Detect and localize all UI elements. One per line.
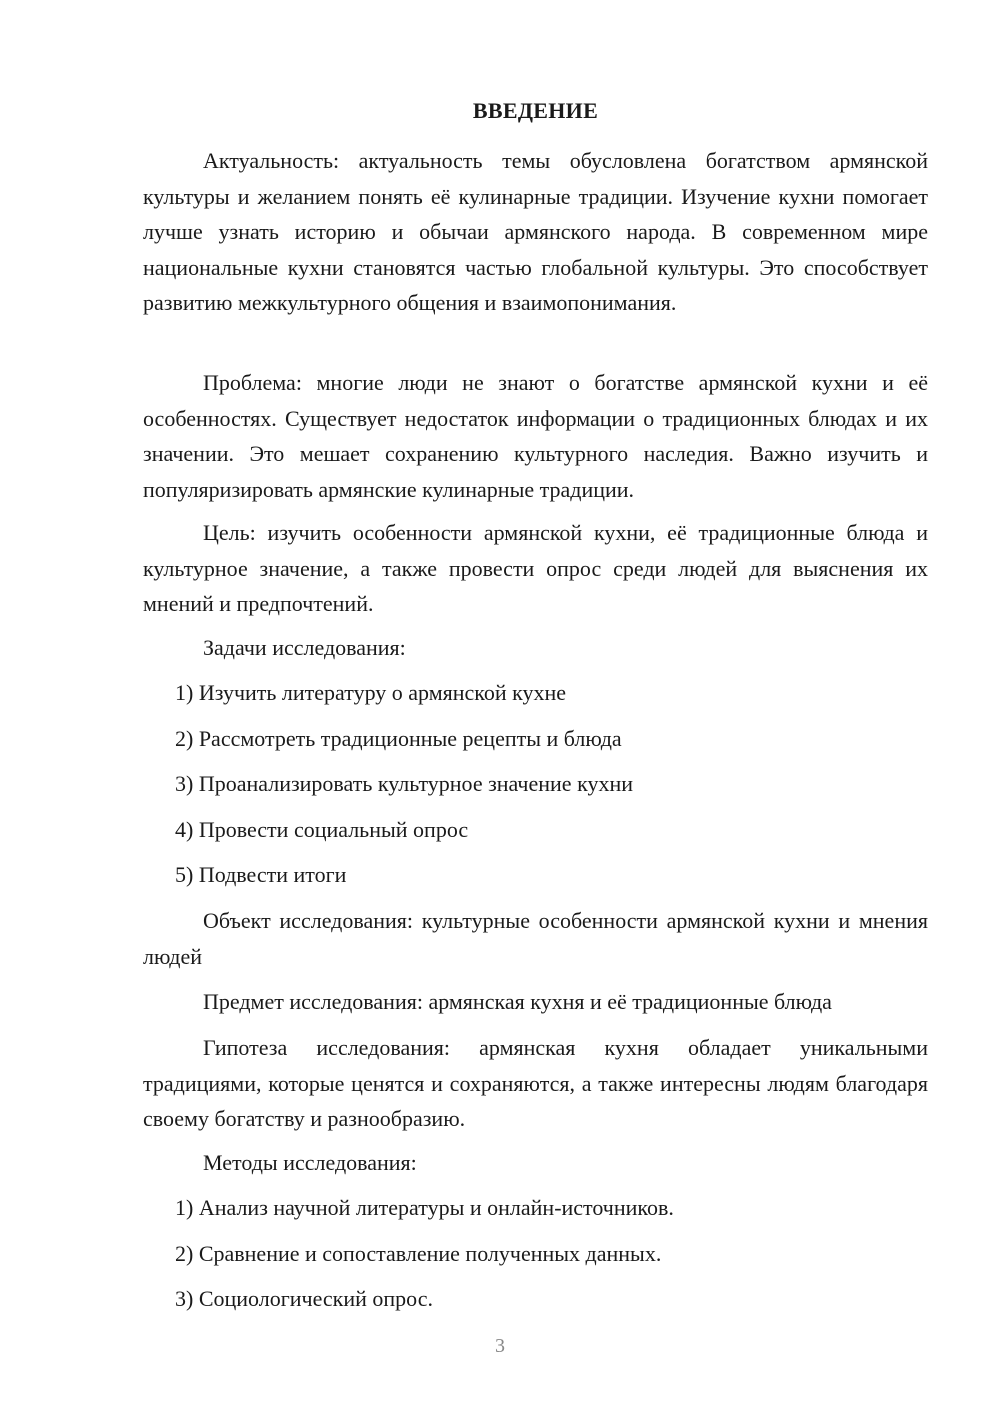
task-item: 2) Рассмотреть традиционные рецепты и блюда — [175, 726, 622, 751]
tasks-heading: Задачи исследования: — [203, 635, 406, 660]
methods-heading: Методы исследования: — [203, 1150, 417, 1175]
object-paragraph: Объект исследования: культурные особенности армянской кухни и мнения людей — [143, 908, 928, 969]
relevance-paragraph: Актуальность: актуальность темы обусловлена богатством армянской культуры и желанием понять её кулинарные традиции. Изучение кухни помогает лучше узнать историю и обычаи армянского народа. В современном мире национальные кухни становятся частью глобальной культуры. Это способствует развитию межкультурного общения и взаимопонимания. — [143, 148, 928, 315]
method-item: 3) Социологический опрос. — [175, 1286, 433, 1311]
task-item: 4) Провести социальный опрос — [175, 817, 469, 842]
page-title: ВВЕДЕНИЕ — [472, 98, 599, 123]
method-item: 2) Сравнение и сопоставление полученных данных. — [175, 1241, 662, 1266]
problem-paragraph: Проблема: многие люди не знают о богатстве армянской кухни и её особенностях. Существует недостаток информации о традиционных блюдах и их значении. Это мешает сохранению культурного наследия. Важно изучить и популяризировать армянские кулинарные традиции. — [143, 370, 928, 502]
task-item: 3) Проанализировать культурное значение кухни — [175, 771, 633, 796]
page-number: 3 — [495, 1335, 505, 1357]
subject-paragraph: Предмет исследования: армянская кухня и её традиционные блюда — [203, 989, 832, 1014]
hypothesis-paragraph: Гипотеза исследования: армянская кухня обладает уникальными традициями, которые ценятся и сохраняются, а также интересны людям благодаря своему богатству и разнообразию. — [143, 1035, 928, 1131]
task-item: 5) Подвести итоги — [175, 862, 347, 887]
task-item: 1) Изучить литературу о армянской кухне — [175, 680, 567, 705]
goal-paragraph: Цель: изучить особенности армянской кухни, её традиционные блюда и культурное значение, а также провести опрос среди людей для выяснения их мнений и предпочтений. — [143, 520, 928, 616]
method-item: 1) Анализ научной литературы и онлайн-источников. — [175, 1195, 674, 1220]
